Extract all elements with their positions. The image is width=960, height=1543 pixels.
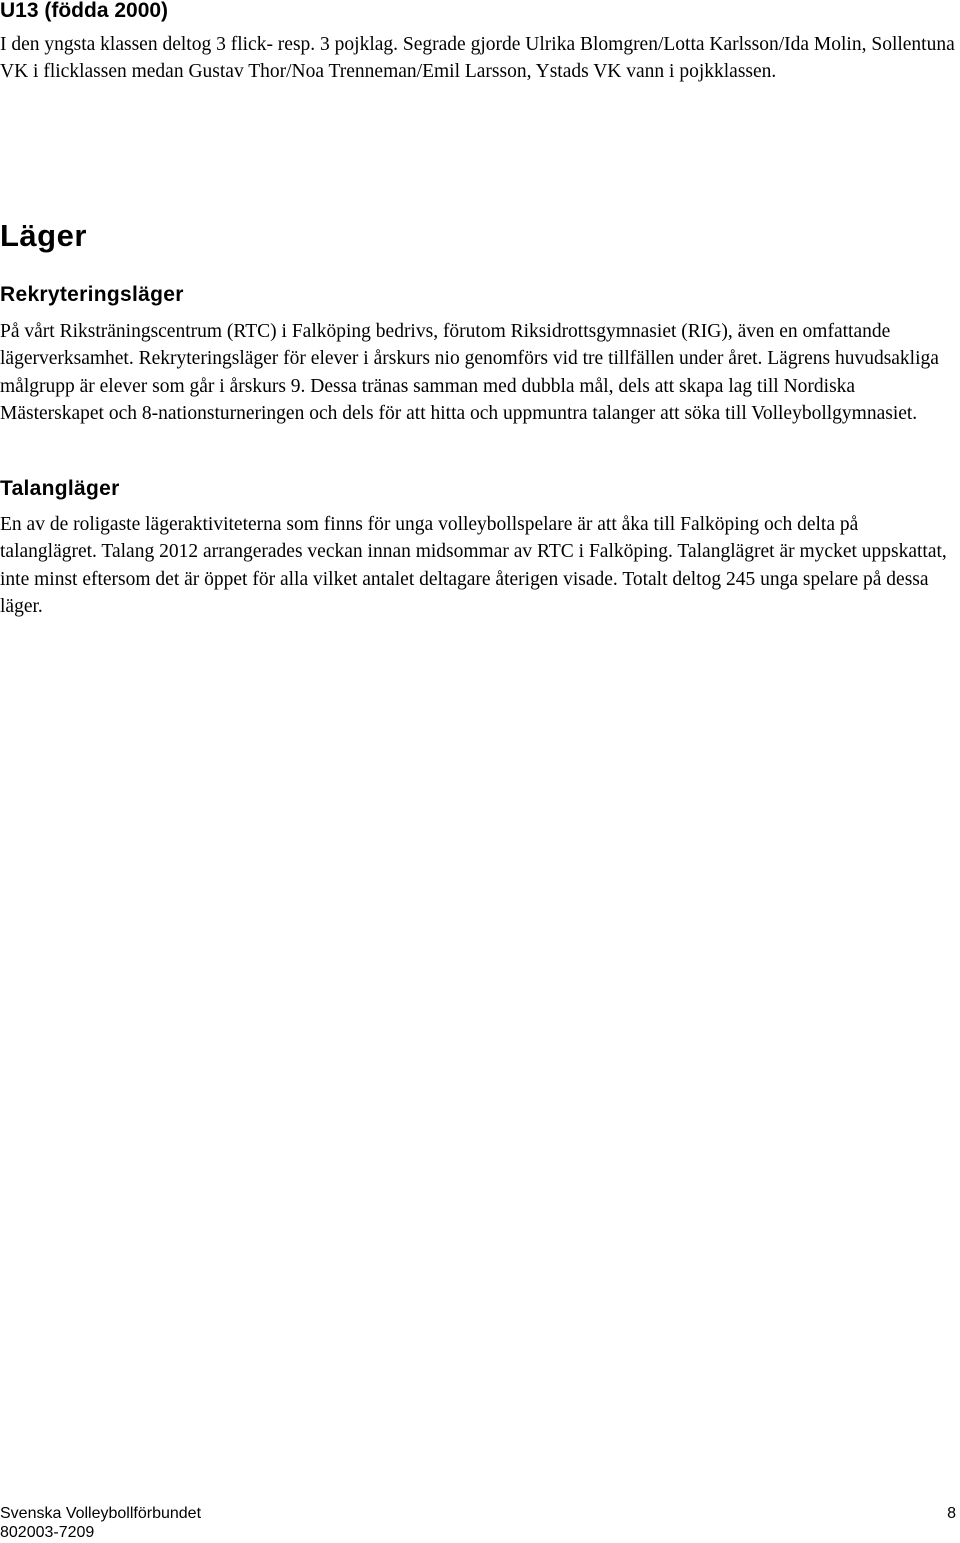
page-title-lager: Läger <box>0 218 87 253</box>
page-number: 8 <box>947 1505 956 1522</box>
footer-org-number: 802003-7209 <box>0 1524 95 1541</box>
paragraph-u13: I den yngsta klassen deltog 3 flick- resp. 3 pojklag. Segrade gjorde Ulrika Blomgren/Lotta Karlsson/Ida Molin, Sollentuna VK i flicklassen medan Gustav Thor/Noa Trenneman/Emil Larsson, Ystads VK vann i pojkklassen. <box>0 34 955 83</box>
footer-organization: Svenska Volleybollförbundet <box>0 1505 202 1522</box>
section-heading-talang: Talangläger <box>0 477 120 500</box>
section-heading-u13: U13 (födda 2000) <box>0 0 169 22</box>
section-heading-rekrytering: Rekryteringsläger <box>0 283 184 306</box>
paragraph-talang: En av de roligaste lägeraktiviteterna som finns för unga volleybollspelare är att åka till Falköping och delta på talanglägret. Talang 2012 arrangerades veckan innan midsommar av RTC i Falköping. Talanglägret är mycket uppskattat, inte minst eftersom det är öppet för alla vilket antalet deltagare återigen visade. Totalt deltog 245 unga spelare på dessa läger. <box>0 514 947 617</box>
paragraph-rekrytering: På vårt Riksträningscentrum (RTC) i Falköping bedrivs, förutom Riksidrottsgymnasiet (RIG), även en omfattande lägerverksamhet. Rekryteringsläger för elever i årskurs nio genomförs vid tre tillfällen under året. Lägrens huvudsakliga målgrupp är elever som går i årskurs 9. Dessa tränas samman med dubbla mål, dels att skapa lag till Nordiska Mästerskapet och 8-nationsturneringen och dels för att hitta och uppmuntra talanger att söka till Volleybollgymnasiet. <box>0 321 939 424</box>
